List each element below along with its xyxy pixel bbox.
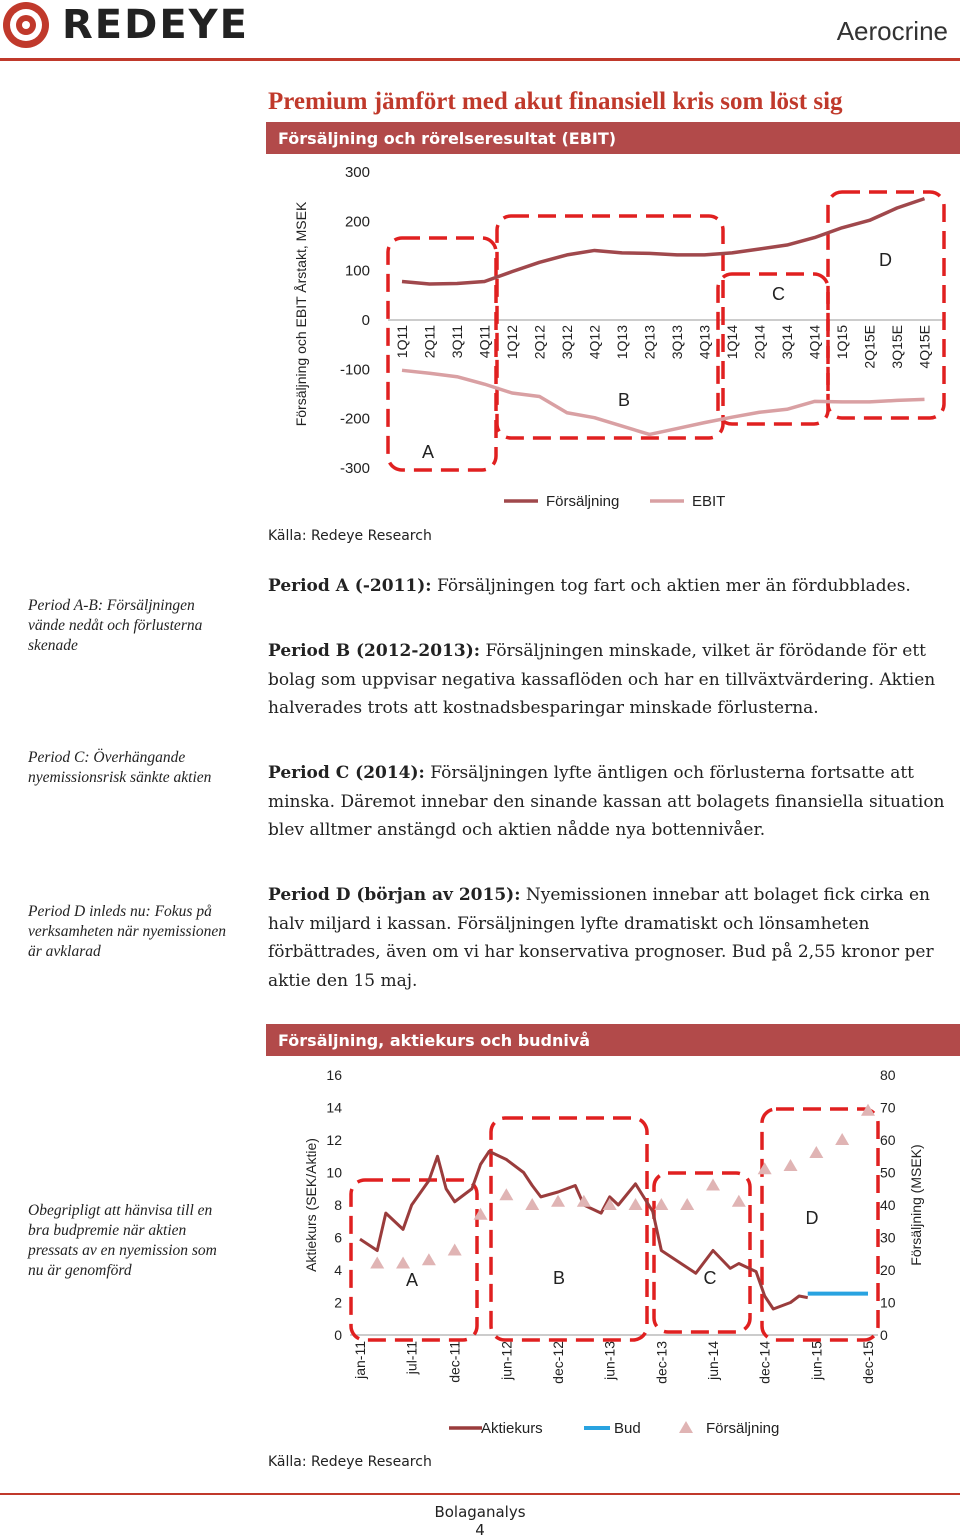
sales-triangle-marker <box>551 1195 565 1207</box>
chart2-y2-tick: 70 <box>880 1099 896 1116</box>
header-rule <box>0 58 960 61</box>
chart2-y2-tick: 10 <box>880 1294 896 1311</box>
chart2-period-label: C <box>703 1268 717 1288</box>
chart2-y2-tick: 40 <box>880 1197 896 1213</box>
sales-triangle-marker <box>809 1146 823 1158</box>
chart1-y-tick: -300 <box>339 459 370 477</box>
sales-triangle-marker <box>706 1179 720 1191</box>
sales-triangle-marker <box>499 1188 513 1200</box>
chart1-x-tick: 3Q14 <box>779 325 795 360</box>
chart2-period-label: D <box>805 1208 819 1228</box>
chart2-y-tick: 6 <box>334 1229 342 1246</box>
chart2-x-tick: jan-11 <box>352 1341 368 1379</box>
chart2-y-tick: 8 <box>334 1197 342 1213</box>
chart1-y-tick: 200 <box>344 213 370 231</box>
chart2-x-tick: dec-14 <box>756 1341 773 1384</box>
chart1-x-tick: 4Q12 <box>586 325 603 360</box>
ebit-series-line <box>402 370 925 434</box>
chart2-legend-stock-label: Aktiekurs <box>481 1420 543 1437</box>
period-d-heading: Period D (början av 2015): <box>268 885 521 905</box>
logo-text: REDEYE <box>62 2 249 48</box>
chart2-y-tick: 10 <box>326 1164 342 1181</box>
sales-triangle-marker <box>422 1253 436 1265</box>
sidebar-note-ab: Period A-B: Försäljningen vände nedåt och förlusterna skenade <box>28 597 203 654</box>
period-a-heading: Period A (-2011): <box>268 576 432 596</box>
chart2-period-box <box>491 1118 647 1340</box>
paragraph-period-b <box>268 637 948 723</box>
paragraph-period-d <box>268 881 948 995</box>
chart2-period-label: B <box>552 1268 566 1288</box>
chart1-x-tick: 1Q14 <box>724 325 740 360</box>
period-d-text: Nyemissionen innebar att bolaget fick cirka en halv miljard i kassan. Försäljningen lyfte dramatiskt och lönsamheten förbättrades, även om vi har konservativa prognoser. Bud på 2,55 kronor per aktie den 15 maj. <box>268 885 934 991</box>
sales-triangle-marker <box>629 1198 643 1210</box>
chart1-x-tick: 2Q13 <box>641 325 658 360</box>
period-c-text: Försäljningen lyfte äntligen och förlusterna fortsatte att minska. Däremot innebar den sinande kassan att bolagets finansiella situation blev alltmer anstängd och aktien nådde nya bottennivåer. <box>268 763 945 840</box>
chart1-y-tick: 100 <box>344 262 370 280</box>
chart2-period-label: A <box>405 1270 419 1290</box>
chart2-y-tick: 16 <box>326 1067 342 1083</box>
chart1-x-tick: 4Q15E <box>916 325 933 369</box>
chart2-y2-tick: 0 <box>880 1327 888 1343</box>
chart2-period-box <box>654 1173 750 1332</box>
chart1-x-tick: 4Q11 <box>476 325 493 359</box>
chart2-source: Källa: Redeye Research <box>268 1454 432 1470</box>
chart2-x-tick: dec-13 <box>653 1341 670 1384</box>
chart2-x-tick: jun-14 <box>705 1341 722 1380</box>
sales-series-line <box>402 199 925 284</box>
chart1-x-tick: 2Q15E <box>861 325 878 369</box>
sales-triangle-marker <box>370 1257 384 1269</box>
sales-ebit-chart <box>266 158 960 518</box>
chart1-period-label: D <box>879 250 892 270</box>
paragraph-period-c <box>268 759 948 845</box>
chart1-x-tick: 3Q12 <box>559 325 575 360</box>
sales-triangle-marker <box>835 1133 849 1145</box>
stock-price-line <box>360 1151 808 1309</box>
sidebar-note-bid: Obegripligt att hänvisa till en bra budpremie när aktien pressats av en nyemission som nu är genomförd <box>28 1202 217 1279</box>
chart1-period-label: C <box>772 284 785 304</box>
chart2-title: Försäljning, aktiekurs och budnivå <box>278 1030 591 1050</box>
chart2-y2-tick: 30 <box>880 1229 896 1246</box>
chart2-x-tick: dec-11 <box>446 1341 463 1383</box>
period-c-heading: Period C (2014): <box>268 763 425 783</box>
redeye-logo-icon <box>0 0 52 52</box>
chart1-x-tick: 4Q13 <box>696 325 713 360</box>
chart1-x-tick: 4Q14 <box>806 325 823 360</box>
chart2-y-tick: 2 <box>334 1294 342 1311</box>
chart1-y-tick: -200 <box>339 410 370 428</box>
sales-triangle-marker <box>680 1198 694 1210</box>
sales-triangle-marker <box>396 1257 410 1269</box>
chart1-title-band <box>266 122 960 154</box>
chart2-y2-tick: 50 <box>880 1164 896 1181</box>
chart2-x-tick: dec-12 <box>550 1341 567 1384</box>
chart2-legend-sales-label: Försäljning <box>706 1420 780 1437</box>
page-title: Premium jämfört med akut finansiell kris som löst sig <box>268 88 843 115</box>
sales-triangle-marker <box>758 1162 772 1174</box>
sales-triangle-marker <box>525 1198 539 1210</box>
chart1-x-tick: 1Q13 <box>614 325 630 360</box>
chart2-y2-tick: 60 <box>880 1132 896 1148</box>
paragraph-period-a <box>268 572 948 601</box>
chart2-y-tick: 4 <box>334 1262 342 1278</box>
chart1-y-tick: 0 <box>361 312 370 329</box>
chart2-y-tick: 0 <box>334 1327 342 1343</box>
chart2-y-tick: 14 <box>326 1099 342 1116</box>
chart1-x-tick: 1Q11 <box>394 325 410 359</box>
chart1-legend-sales-label: Försäljning <box>546 493 620 510</box>
logo <box>0 0 270 52</box>
chart2-title-band <box>266 1024 960 1056</box>
sidebar-note-d: Period D inleds nu: Fokus på verksamheten när nyemissionen är avklarad <box>28 903 227 960</box>
chart1-x-tick: 1Q15 <box>834 325 850 360</box>
chart2-y-axis-title: Aktiekurs (SEK/Aktie) <box>303 1138 319 1272</box>
chart2-x-tick: dec-15 <box>860 1341 876 1384</box>
chart1-y-tick: 300 <box>344 164 370 182</box>
sales-triangle-marker <box>448 1244 462 1256</box>
chart2-y2-axis-title: Försäljning (MSEK) <box>908 1144 924 1266</box>
chart2-x-tick: jun-13 <box>601 1341 618 1380</box>
period-b-heading: Period B (2012-2013): <box>268 641 481 661</box>
page-number: 4 <box>475 1521 485 1539</box>
chart2-y2-tick: 80 <box>880 1067 896 1083</box>
chart1-y-axis-title: Försäljning och EBIT Årstakt, MSEK <box>293 201 309 427</box>
chart1-x-tick: 3Q15E <box>889 325 905 369</box>
chart1-x-tick: 3Q11 <box>449 325 465 359</box>
chart1-x-tick: 2Q12 <box>531 325 548 360</box>
footer-label: Bolaganalys <box>434 1503 526 1521</box>
footer-rule <box>0 1493 960 1495</box>
chart2-y-tick: 12 <box>326 1132 342 1148</box>
chart1-x-tick: 1Q12 <box>504 325 520 360</box>
chart2-legend-bid-label: Bud <box>614 1420 641 1437</box>
chart1-title: Försäljning och rörelseresultat (EBIT) <box>278 128 617 148</box>
sidebar-note-c: Period C: Överhängande nyemissionsrisk sänkte aktien <box>28 749 212 786</box>
period-b-text: Försäljningen minskade, vilket är förödande för ett bolag som uppvisar negativa kassaflöden och har en tillväxtvärdering. Aktien halverades trots att kostnadsbesparingar minskade förlusterna. <box>268 641 936 718</box>
stock-bid-sales-chart <box>266 1060 960 1450</box>
chart2-legend-sales-swatch <box>679 1421 693 1433</box>
chart2-x-tick: jul-11 <box>403 1341 420 1375</box>
sales-triangle-marker <box>784 1159 798 1171</box>
company-name: Aerocrine <box>836 16 948 46</box>
chart1-source: Källa: Redeye Research <box>268 528 432 544</box>
chart1-legend-ebit-label: EBIT <box>692 493 726 510</box>
chart1-period-label: B <box>617 390 631 410</box>
chart1-x-tick: 2Q14 <box>751 325 768 360</box>
chart2-x-tick: jun-12 <box>498 1341 515 1380</box>
sales-triangle-marker <box>732 1195 746 1207</box>
chart2-x-tick: jun-15 <box>808 1341 825 1380</box>
period-a-text: Försäljningen tog fart och aktien mer än fördubblades. <box>431 576 911 596</box>
chart1-y-tick: -100 <box>339 361 370 379</box>
chart2-y2-tick: 20 <box>880 1262 896 1278</box>
chart1-x-tick: 2Q11 <box>421 325 438 359</box>
sales-triangle-marker <box>654 1198 668 1210</box>
chart1-period-label: A <box>421 442 435 462</box>
chart1-x-tick: 3Q13 <box>669 325 685 360</box>
